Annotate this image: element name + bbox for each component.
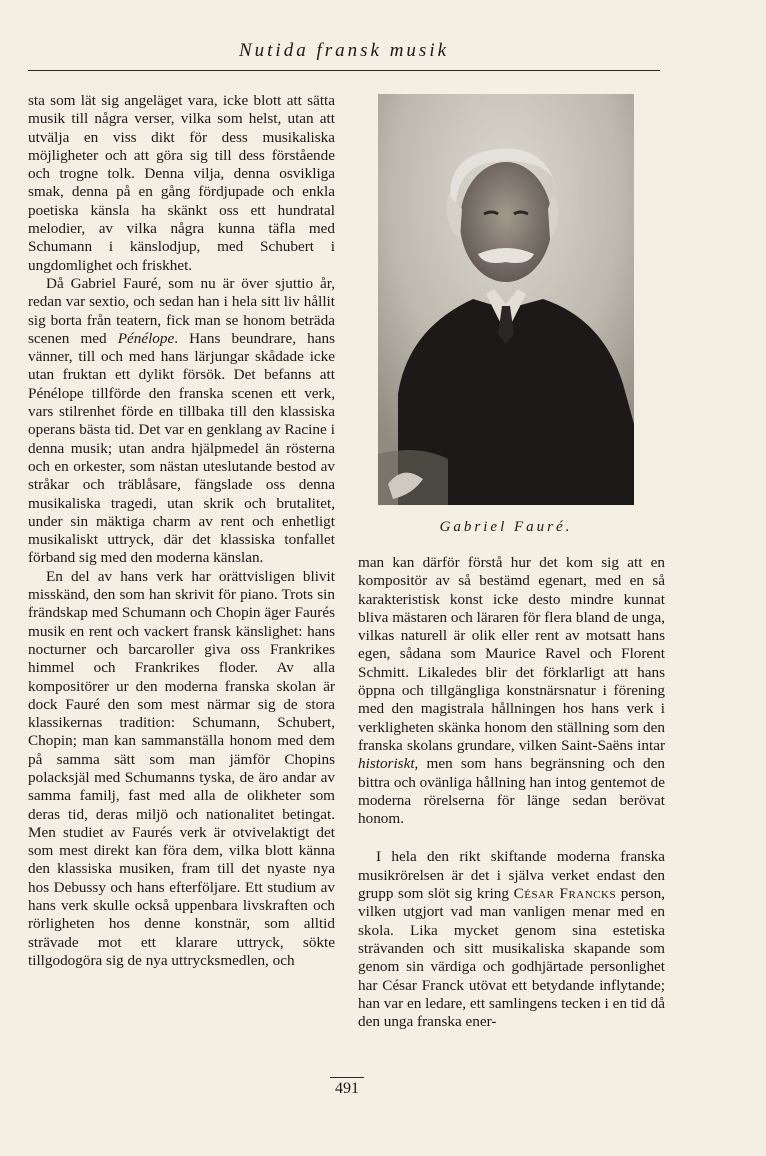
text-run: person, vilken utgjort vad man vanligen menar med en skola. Lika mycket genom sina estetiska strävanden och sitt musikaliska skapande som genom sin värdiga och godhjärtade personlighet har César Franck utövat ett betydande inflytande; han var en ledare, ett samlingens tecken i en tid då den unga franska ener-: [358, 885, 665, 1031]
paragraph: [358, 554, 665, 828]
small-caps-name: César Francks: [513, 885, 617, 903]
opera-title: Pénélope: [117, 329, 175, 347]
paragraph: [28, 568, 335, 971]
portrait-photo: [378, 94, 634, 505]
page-number: 491: [335, 1080, 359, 1097]
figure-caption: Gabriel Fauré.: [439, 519, 573, 535]
right-column: [358, 554, 665, 1031]
paragraph: [28, 275, 335, 568]
portrait-image: [378, 94, 634, 505]
running-header: Nutida fransk musik: [238, 40, 450, 61]
paragraph: sta som lät sig angeläget vara, icke blott att sätta musik till några verser, vilka som helst, utan att utvälja en viss dikt för dess musikaliska möjligheter och att göra sig till dess förstående och trogne tolk. Denna vilja, denna osvikliga smak, denna på en gång fördjupade och enkla poetiska känsla ha skänkt oss ett hundratal melodier, av vilka några kunna täfla med Schumann i känslodjup, med Schubert i ungdomlighet och friskhet.: [28, 92, 335, 274]
left-column: [28, 92, 335, 970]
paragraph: [358, 848, 665, 1031]
text-run: Då Gabriel Fauré, som nu är över sjuttio år, redan var sextio, och sedan han i hela sitt liv hållit sig borta från teatern, fick man se honom beträda scenen med: [28, 274, 335, 347]
header-rule: [28, 70, 660, 71]
text-run: , men som hans begränsning och den bittra och ovänliga hållning han intog gentemot de moderna rörelserna för länge sedan berövat honom.: [358, 755, 665, 828]
text-run: En del av hans verk har orättvisligen blivit misskänd, den som han skrivit för piano. Trots sin frändskap med Schumann och Chopin äger Faurés musik en rent och vackert fransk känslighet: hans nocturner och barcaroller giva oss Frankrikes himmel och Frankrikes floder. Av alla kompositörer ur den moderna franska skolan är dock Fauré den som mest närmar sig de stora klassikernas tradition: Schumann, Schubert, Chopin; man kan sammanställa honom med dem på samma sätt som man jämför Chopins polacksjäl med Schumanns tyska, de äro andar av samma familj, fast med alla de olikheter som deras tid, deras miljö och nationalitet betingat. Men studiet av Faurés verk är otvivelaktigt det som mest direkt kan föra dem, vilka blott känna den klassiska musiken, fram till det nyaste nya hos Debussy och hans efterföljare. Ett studium av hans verk skulle också uppenbara livskraften och rörligheten hos denne konstnär, som alltid strävade mot ett klarare uttryck, sökte tillgodogöra sig de nya uttrycksmedlen, och: [28, 567, 335, 969]
text-run: I hela den rikt skiftande moderna franska musikrörelsen är det i själva verket endast den grupp som slöt sig kring: [358, 848, 665, 903]
footer-rule: [330, 1077, 364, 1078]
text-run: man kan därför förstå hur det kom sig att en kompositör av så bestämd egenart, med en så karakteristisk konst icke desto mindre kunnat bliva mästaren och läraren för flera bland de unga, vilkas naturell är olik eller rent av motsatt hans egen, sådana som Maurice Ravel och Florent Schmitt. Likaledes blir det förklarligt att hans öppna och tillgängliga konstnärsnatur i förening med den magistrala hållningen hos hans verk i verkligheten skänka honom den ställning som den franska skolans grundare, vilken Saint-Saëns intar: [358, 554, 665, 754]
text-run: . Hans beundrare, hans vänner, till och med hans lärjungar skådade icke utan fruktan ett dylikt försök. Det befanns att Pénélope tillförde den franska scenen ett verk, vars stilrenhet förde en tillbaka till den klassiska operans bästa tid. Det var en genklang av Racine i denna musik; utan andra hjälpmedel än rösterna och en orkester, som nästan uteslutande bestod av stråkar och träblåsare, fängslade oss denna musikaliska tragedi, utan skrik och brutalitet, under sin mäktiga charm av rent och enhetligt musikaliskt uttryck, där det klassiska tonfallet förband sig med den moderna känslan.: [28, 329, 336, 567]
emphasis: historiskt: [358, 755, 415, 773]
